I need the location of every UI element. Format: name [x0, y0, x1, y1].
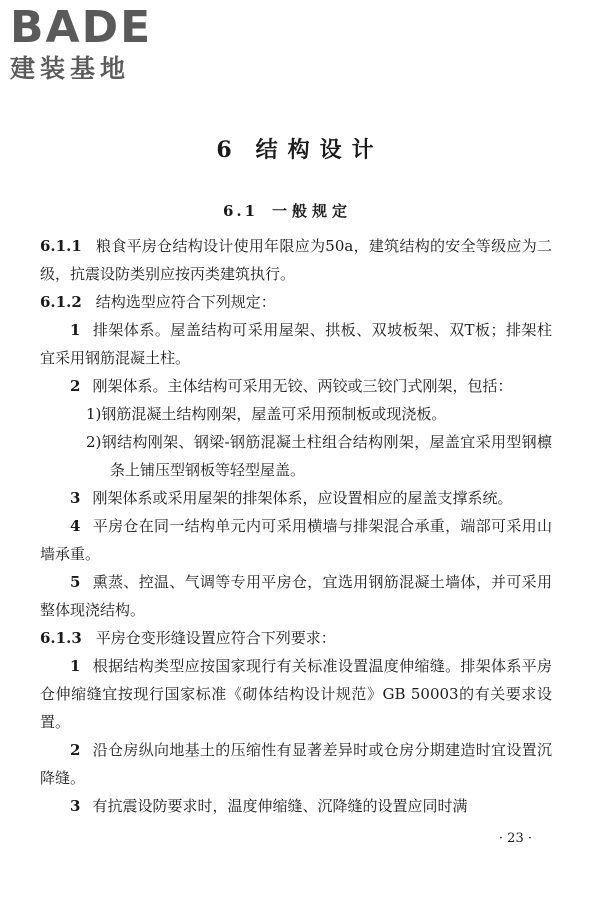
logo — [10, 2, 180, 84]
clause-6-1-2 — [40, 288, 552, 316]
item-text: 沿仓房纵向地基土的压缩性有显著差异时或仓房分期建造时宜设置沉降缝。 — [40, 741, 552, 787]
logo-subtitle: 建装基地 — [10, 54, 131, 83]
list-item — [40, 652, 552, 736]
clause-text: 粮食平房仓结构设计使用年限应为50a，建筑结构的安全等级应为二级，抗震设防类别应按丙类建筑执行。 — [40, 237, 552, 283]
document-body — [40, 232, 552, 820]
list-item — [40, 372, 552, 400]
subitem-text: 钢筋混凝土结构刚架，屋盖可采用预制板或现浇板。 — [101, 405, 447, 423]
section-title-text: 一般规定 — [272, 202, 353, 220]
subitem-number: 2) — [86, 433, 102, 451]
sub-list-item — [40, 400, 552, 428]
item-number: 1 — [70, 321, 81, 339]
item-number: 4 — [70, 517, 81, 535]
list-item — [40, 316, 552, 372]
list-item — [40, 568, 552, 624]
clause-6-1-3 — [40, 624, 552, 652]
item-text: 熏蒸、控温、气调等专用平房仓，宜选用钢筋混凝土墙体，并可采用整体现浇结构。 — [40, 573, 552, 619]
page-number: · 23 · — [498, 831, 532, 846]
clause-number: 6.1.1 — [40, 237, 82, 255]
item-number: 2 — [70, 377, 81, 395]
item-text: 根据结构类型应按国家现行有关标准设置温度伸缩缝。排架体系平房仓伸缩缝宜按现行国家标准《砌体结构设计规范》GB 50003的有关要求设置。 — [40, 657, 552, 731]
chapter-number: 6 — [216, 137, 242, 163]
clause-6-1-1 — [40, 232, 552, 288]
item-text: 刚架体系。主体结构可采用无铰、两铰或三铰门式刚架，包括： — [92, 377, 513, 395]
logo-brand: BADE — [10, 2, 153, 53]
chapter-title — [0, 133, 600, 164]
subitem-text: 钢结构刚架、钢梁-钢筋混凝土柱组合结构刚架，屋盖宜采用型钢檩条上铺压型钢板等轻型屋盖。 — [101, 433, 552, 479]
item-number: 3 — [70, 797, 81, 815]
sub-list-item — [40, 428, 552, 484]
section-number: 6.1 — [222, 202, 259, 220]
item-text: 排架体系。屋盖结构可采用屋架、拱板、双坡板架、双T板；排架柱宜采用钢筋混凝土柱。 — [40, 321, 552, 367]
list-item — [40, 792, 552, 820]
clause-text: 结构选型应符合下列规定： — [95, 293, 276, 311]
item-text: 平房仓在同一结构单元内可采用横墙与排架混合承重，端部可采用山墙承重。 — [40, 517, 552, 563]
subitem-number: 1) — [86, 405, 102, 423]
clause-text: 平房仓变形缝设置应符合下列要求： — [95, 629, 336, 647]
item-text: 刚架体系或采用屋架的排架体系，应设置相应的屋盖支撑系统。 — [92, 489, 513, 507]
item-text: 有抗震设防要求时，温度伸缩缝、沉降缝的设置应同时满 — [92, 797, 468, 815]
clause-number: 6.1.3 — [40, 629, 82, 647]
chapter-title-text: 结构设计 — [255, 137, 384, 163]
list-item — [40, 484, 552, 512]
section-title — [0, 200, 575, 221]
item-number: 5 — [70, 573, 81, 591]
item-number: 1 — [70, 657, 81, 675]
list-item — [40, 736, 552, 792]
clause-number: 6.1.2 — [40, 293, 82, 311]
item-number: 2 — [70, 741, 81, 759]
list-item — [40, 512, 552, 568]
item-number: 3 — [70, 489, 81, 507]
